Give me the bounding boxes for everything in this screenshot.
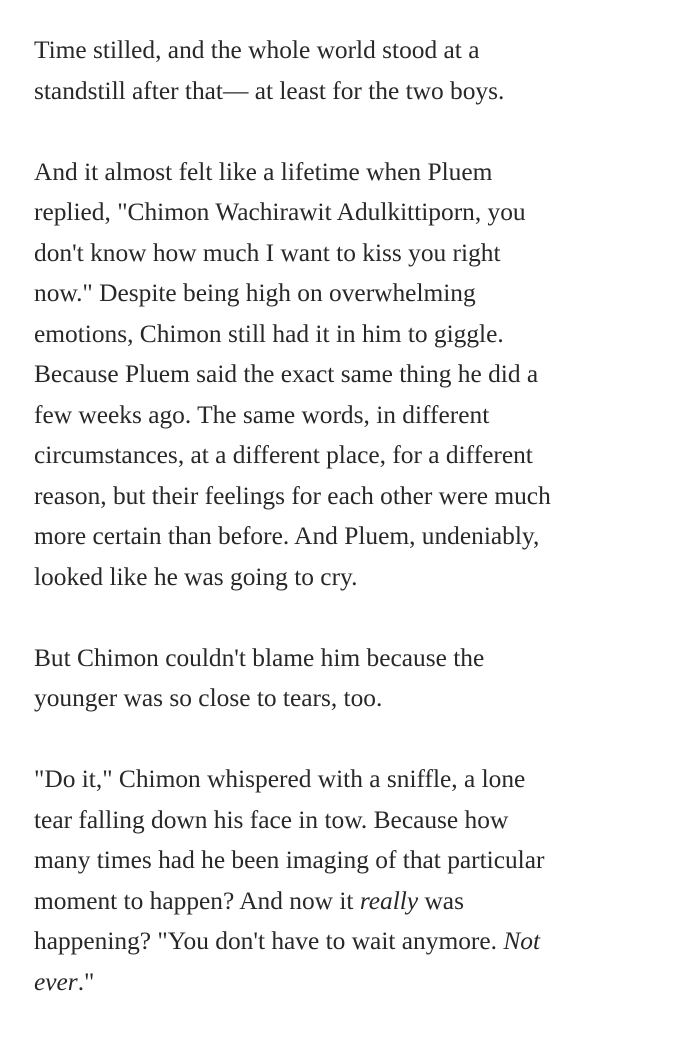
story-text (34, 30, 684, 1043)
text-line (34, 557, 684, 598)
text-segment: moment to happen? And now it (34, 886, 360, 915)
text-line (34, 233, 684, 274)
italic-text: really (359, 886, 419, 915)
text-line (34, 71, 684, 112)
text-segment: younger was so close to tears, too. (34, 684, 383, 712)
text-line (34, 516, 684, 557)
italic-text: Not (503, 927, 540, 955)
text-segment: Because Pluem said the exact same thing he did a (34, 360, 539, 388)
italic-text: ever (34, 967, 78, 996)
text-line (34, 435, 684, 476)
text-segment: And it almost felt like a lifetime when Pluem (34, 157, 493, 186)
story-paragraph (34, 759, 684, 1002)
text-line (34, 354, 684, 395)
text-line (34, 921, 684, 962)
text-line (34, 881, 684, 922)
text-segment: replied, "Chimon Wachirawit Adulkittiporn, you (34, 198, 526, 226)
text-segment: more certain than before. And Pluem, undeniably, (34, 522, 540, 550)
text-line (34, 962, 684, 1003)
text-segment: standstill after that— at least for the two boys. (34, 76, 505, 105)
text-segment: circumstances, at a different place, for a different (34, 441, 533, 469)
text-segment: But Chimon couldn't blame him because the (34, 643, 485, 672)
text-segment: now." Despite being high on overwhelming (34, 279, 476, 307)
text-segment: many times had he been imaging of that particular (34, 846, 545, 874)
text-line (34, 638, 684, 679)
text-line (34, 152, 684, 193)
text-segment: happening? "You don't have to wait anymore. (34, 927, 504, 955)
text-line (34, 840, 684, 881)
text-line (34, 678, 684, 719)
text-line (34, 314, 684, 355)
text-segment: reason, but their feelings for each other were much (34, 481, 551, 510)
text-segment: looked like he was going to cry. (34, 562, 358, 591)
text-line (34, 273, 684, 314)
story-paragraph (34, 30, 684, 111)
text-line (34, 395, 684, 436)
story-paragraph (34, 638, 684, 719)
text-segment: tear falling down his face in tow. Because how (34, 805, 509, 834)
text-segment: ." (77, 967, 95, 996)
text-line (34, 476, 684, 517)
text-segment: Time stilled, and the whole world stood at a (34, 36, 480, 64)
text-line (34, 30, 684, 71)
text-line (34, 800, 684, 841)
text-segment: was (418, 886, 464, 915)
story-paragraph (34, 152, 684, 598)
text-segment: emotions, Chimon still had it in him to giggle. (34, 319, 504, 348)
text-segment: "Do it," Chimon whispered with a sniffle, a lone (34, 765, 526, 793)
text-segment: few weeks ago. The same words, in different (34, 400, 490, 429)
text-segment: don't know how much I want to kiss you right (34, 238, 501, 267)
text-line (34, 192, 684, 233)
text-line (34, 759, 684, 800)
